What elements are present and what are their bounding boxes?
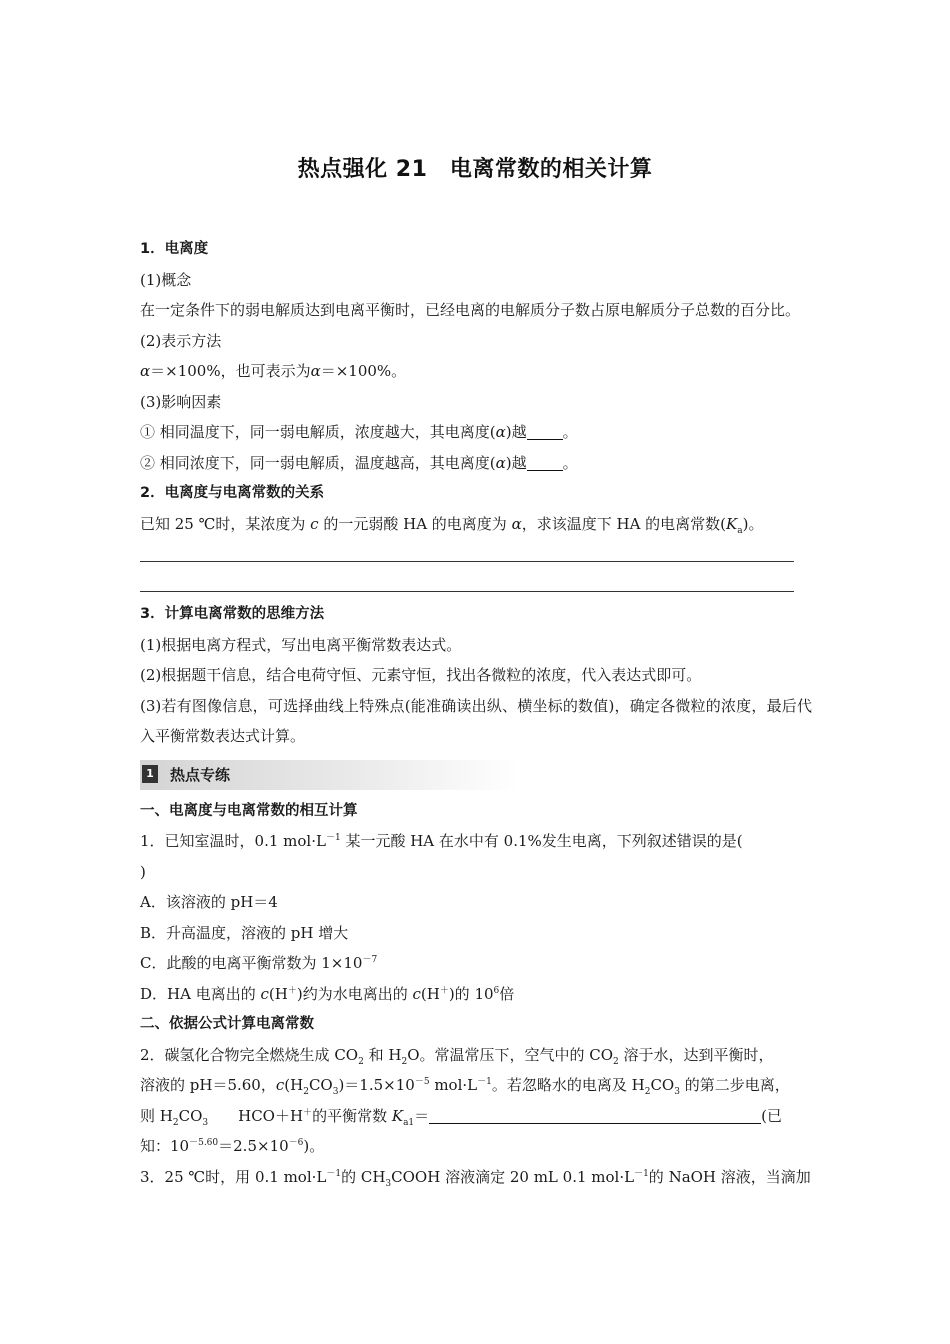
expression-label: (2)表示方法 <box>140 331 222 350</box>
question-2-line-2: 溶液的 pH＝5.60，$c(H_2CO_3)=1.5\times 10^{-5}$ $mol\cdot L^{-1}$。若忽略水的电离及 $H_2CO_3$ 的第二步电离， <box>140 1076 790 1097</box>
question-2-line-1: 2．碳氢化合物完全燃烧生成 $CO_2$ 和 $H_2O$。常温常压下，空气中的 $CO_2$ 溶于水，达到平衡时， <box>140 1045 774 1067</box>
expression-line: α＝×100%，也可表示为α＝×100%。 <box>140 362 407 380</box>
part-1-heading: 一、电离度与电离常数的相互计算 <box>140 802 358 819</box>
answer-line[interactable] <box>140 569 812 599</box>
fill-blank[interactable] <box>527 454 563 471</box>
option-b[interactable]: B．升高温度，溶液的 pH 增大 <box>140 923 349 942</box>
page-title: 热点强化 21 电离常数的相关计算 <box>297 157 653 182</box>
question-2-line-4: 知：$10^{-5.60}=2.5\times 10^{-6}$)。 <box>140 1137 325 1155</box>
question-1-paren: ) <box>140 862 146 881</box>
section-1-heading: 1．电离度 <box>140 241 209 257</box>
document-body <box>140 234 812 1192</box>
option-d[interactable]: D．HA 电离出的 c(H＋)约为水电离出的 c(H＋)的 $10^6$倍 <box>140 984 515 1003</box>
method-3: (3)若有图像信息，可选择曲线上特殊点(能准确读出纵、横坐标的数值)，确定各微粒的浓度，最后代入平衡常数表达式计算。 <box>140 696 812 745</box>
concept-text: 在一定条件下的弱电解质达到电离平衡时，已经电离的电解质分子数占原电解质分子总数的百分比。 <box>140 301 801 319</box>
section-2-question: 已知 25 ℃时，某浓度为 c 的一元弱酸 HA 的电离度为 α，求该温度下 HA 的电离常数$(K_a)$。 <box>140 514 764 536</box>
answer-line[interactable] <box>140 539 812 569</box>
section-2-heading: 2．电离度与电离常数的关系 <box>140 485 325 501</box>
fill-blank[interactable] <box>429 1107 761 1124</box>
question-3-line-1: 3．25 ℃时，用 0.1 $mol\cdot L^{-1}$的 $CH_3COOH$ 溶液滴定 20 mL 0.1 $mol\cdot L^{-1}$的 NaOH 溶液，当滴加 <box>140 1167 811 1189</box>
section-3-heading: 3．计算电离常数的思维方法 <box>140 606 325 622</box>
method-1: (1)根据电离方程式，写出电离平衡常数表达式。 <box>140 635 462 654</box>
factor-2: ② 相同浓度下，同一弱电解质，温度越高，其电离度(α)越 。 <box>140 453 578 472</box>
concept-label: (1)概念 <box>140 270 192 289</box>
banner-title: 热点专练 <box>170 765 231 784</box>
option-a[interactable]: A．该溶液的 pH＝4 <box>140 893 278 911</box>
fill-blank[interactable] <box>527 423 563 440</box>
part-2-heading: 二、依据公式计算电离常数 <box>140 1016 314 1032</box>
option-c[interactable]: C．此酸的电离平衡常数为 $1\times 10^{-7}$ <box>140 954 378 972</box>
practice-banner <box>140 752 812 796</box>
question-1: 1．已知室温时，0.1 $mol\cdot L^{-1}$ 某一元酸 HA 在水中有 0.1%发生电离，下列叙述错误的是( <box>140 832 743 850</box>
question-2-line-3: 则 $H_2CO_3$ HCO＋H＋的平衡常数 $K_{a1}=$ (已 <box>140 1106 783 1128</box>
factor-1: ① 相同温度下，同一弱电解质，浓度越大，其电离度(α)越 。 <box>140 423 578 441</box>
factor-label: (3)影响因素 <box>140 392 222 411</box>
method-2: (2)根据题干信息，结合电荷守恒、元素守恒，找出各微粒的浓度，代入表达式即可。 <box>140 666 702 684</box>
section-number-icon: 1 <box>142 765 158 783</box>
